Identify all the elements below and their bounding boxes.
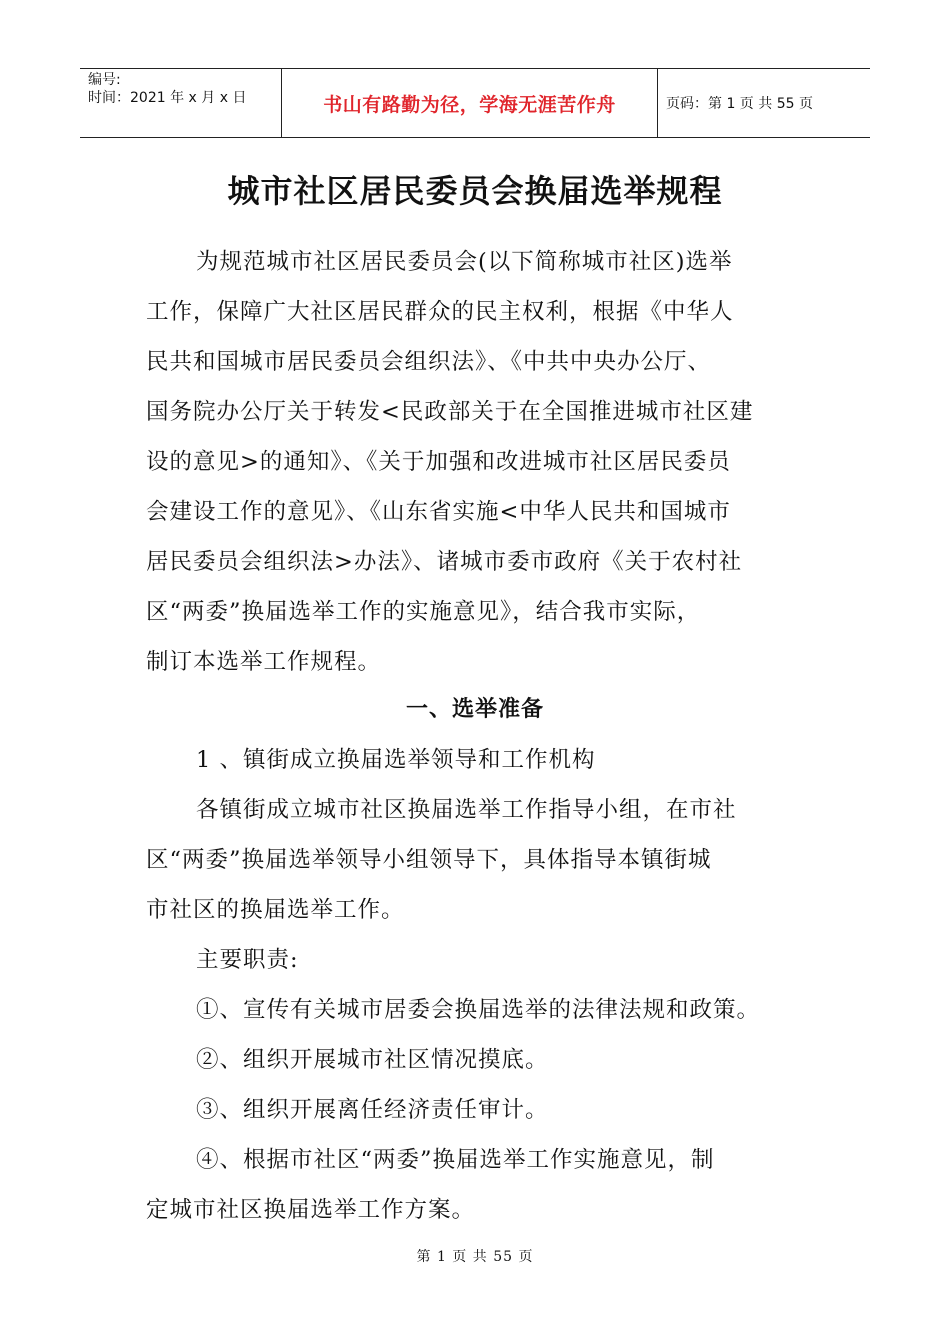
page-header — [80, 68, 870, 138]
body-line: 居民委员会组织法>办法》、诸城市委市政府《关于农村社 — [146, 549, 743, 575]
header-meta — [80, 69, 282, 137]
body-line: 国务院办公厅关于转发<民政部关于在全国推进城市社区建 — [146, 399, 754, 425]
duties-label: 主要职责: — [196, 947, 299, 973]
body-line: 民共和国城市居民委员会组织法》、《中共中央办公厅、 — [146, 349, 712, 375]
duty-item-continuation: 定城市社区换届选举工作方案。 — [146, 1197, 476, 1223]
section-heading: 一、选举准备 — [405, 697, 544, 722]
body-line: 设的意见>的通知》、《关于加强和改进城市社区居民委员 — [146, 449, 731, 475]
body-line: 制订本选举工作规程。 — [146, 649, 382, 675]
duty-item: ④、根据市社区“两委”换届选举工作实施意见，制 — [196, 1147, 715, 1173]
duty-item: ②、组织开展城市社区情况摸底。 — [196, 1047, 549, 1073]
body-line: 市社区的换届选举工作。 — [146, 897, 405, 923]
header-motto: 书山有路勤为径，学海无涯苦作舟 — [282, 69, 658, 137]
subsection-heading: 1 、镇街成立换届选举领导和工作机构 — [196, 747, 596, 773]
doc-number-label: 编号: — [88, 72, 121, 88]
body-line: 工作，保障广大社区居民群众的民主权利，根据《中华人 — [146, 299, 734, 325]
page-footer: 第 1 页 共 55 页 — [416, 1249, 534, 1265]
body-line: 为规范城市社区居民委员会(以下简称城市社区)选举 — [196, 249, 733, 275]
header-page-info: 页码：第 1 页 共 55 页 — [666, 96, 813, 112]
doc-date-label: 时间：2021 年 x 月 x 日 — [88, 90, 247, 106]
body-line: 会建设工作的意见》、《山东省实施<中华人民共和国城市 — [146, 499, 731, 525]
document-title: 城市社区居民委员会换届选举规程 — [227, 172, 723, 210]
body-line: 各镇街成立城市社区换届选举工作指导小组，在市社 — [196, 797, 737, 823]
duty-item: ①、宣传有关城市居委会换届选举的法律法规和政策。 — [196, 997, 761, 1023]
duty-item: ③、组织开展离任经济责任审计。 — [196, 1097, 549, 1123]
body-line: 区“两委”换届选举领导小组领导下，具体指导本镇街城 — [146, 847, 712, 873]
body-line: 区“两委”换届选举工作的实施意见》，结合我市实际， — [146, 599, 701, 625]
